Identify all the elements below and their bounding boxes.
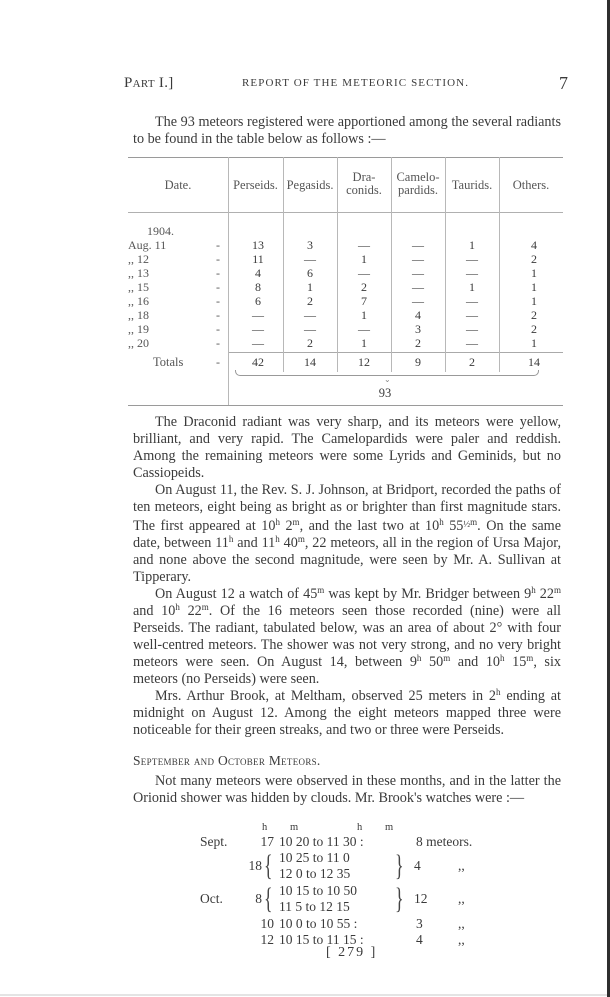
cell-camelopardids: —: [412, 294, 424, 308]
total-draconids: 12: [358, 355, 370, 369]
unit-h: h: [357, 822, 363, 833]
cell-camelopardids: —: [412, 238, 424, 252]
watch-day: 18: [248, 858, 262, 873]
header-others: Others.: [512, 178, 550, 192]
watch-day: 12: [260, 932, 274, 947]
row-date: ,, 12: [128, 252, 149, 266]
cell-others: 4: [531, 238, 537, 252]
dot-leader: -: [216, 266, 220, 280]
section-intro: [133, 773, 561, 807]
ditto-mark: ,,: [458, 916, 465, 931]
row-date: ,, 18: [128, 308, 149, 322]
table-year: 1904.: [147, 224, 174, 238]
watch-count: 3: [416, 916, 423, 931]
header-camelopardids: [391, 171, 445, 197]
watch-count: 4: [414, 858, 421, 873]
cell-perseids: 11: [252, 252, 264, 266]
header-camelo-line1: Camelo-: [396, 170, 440, 184]
meteor-table: [128, 157, 563, 407]
header-camelo-line2: pardids.: [398, 183, 438, 197]
table-bottom-rule: [128, 405, 563, 406]
cell-perseids: 13: [252, 238, 264, 252]
cell-perseids: —: [252, 336, 264, 350]
cell-taurids: —: [466, 308, 478, 322]
watch-count: 12: [414, 891, 428, 906]
cell-taurids: 1: [469, 238, 475, 252]
row-date: ,, 16: [128, 294, 149, 308]
page-edge-bottom: [0, 994, 607, 996]
watch-day: 10: [260, 916, 274, 931]
watch-month: Sept.: [200, 834, 228, 849]
dot-leader: -: [216, 336, 220, 350]
cell-taurids: 1: [469, 280, 475, 294]
cell-draconids: 1: [361, 336, 367, 350]
close-brace: }: [395, 849, 404, 882]
totals-label: Totals: [153, 355, 184, 369]
watch-day: 17: [260, 834, 274, 849]
brace-tip: ⌄: [384, 375, 391, 384]
watch-period: 10 25 to 11 0: [279, 850, 350, 865]
page-number: 7: [559, 73, 568, 93]
watch-period: 10 15 to 11 15 :: [279, 932, 364, 947]
cell-pegasids: 2: [307, 294, 313, 308]
unit-m: m: [290, 822, 299, 833]
total-taurids: 2: [469, 355, 475, 369]
cell-others: 1: [531, 294, 537, 308]
cell-camelopardids: —: [412, 252, 424, 266]
row-date: ,, 20: [128, 336, 149, 350]
running-head: [124, 75, 568, 95]
row-date: ,, 15: [128, 280, 149, 294]
cell-draconids: —: [358, 266, 370, 280]
cell-others: 2: [531, 308, 537, 322]
cell-taurids: —: [466, 294, 478, 308]
grand-total: 93: [378, 386, 392, 400]
header-perseids: Perseids.: [233, 178, 278, 192]
header-pegasids: Pegasids.: [286, 178, 334, 192]
header-draconids-line2: conids.: [346, 183, 382, 197]
header-draconids: [337, 171, 391, 197]
cell-camelopardids: —: [412, 280, 424, 294]
watch-period: 12 0 to 12 35: [279, 866, 351, 881]
paragraph-brook: Mrs. Arthur Brook, at Meltham, observed 25 meters in 2$^h$ ending at midnight on August 12. Among the eight meteors mapped three were noticeable for their green streaks, and two or three were Perseids.: [133, 687, 561, 738]
total-perseids: 42: [252, 355, 264, 369]
cell-camelopardids: 4: [415, 308, 421, 322]
intro-paragraph: [133, 114, 561, 148]
folio: [ 279 ]: [326, 945, 378, 960]
watch-day: 8: [255, 891, 262, 906]
unit-m: m: [385, 822, 394, 833]
watch-period: 10 15 to 10 50: [279, 883, 358, 898]
dot-leader: -: [216, 308, 220, 322]
paragraph-johnson: On August 11, the Rev. S. J. Johnson, at Bridport, recorded the paths of ten meteors, eight being as bright as or brighter than first magnitude stars. The first appeared at 10$^h$ 2$^m$, and the last two at 10$^h$ $55^{\frac{1}{2}m}$. On the same date, between 11$^h$ and 11$^h$ 40$^m$, 22 meteors, all in the region of Ursa Major, and none above the second magnitude, were seen by Mr. A. Sullivan at Tipperary.: [133, 482, 561, 585]
part-label: Part I.]: [124, 75, 174, 91]
intro-text: The 93 meteors registered were apportioned among the several radiants to be found in the table below as follows :—: [133, 114, 561, 147]
section-title: REPORT OF THE METEORIC SECTION.: [242, 77, 470, 89]
cell-camelopardids: 2: [415, 336, 421, 350]
cell-perseids: 8: [255, 280, 261, 294]
cell-pegasids: —: [304, 322, 316, 336]
dot-leader: -: [216, 280, 220, 294]
dot-leader: -: [216, 294, 220, 308]
table-top-rule: [128, 157, 563, 158]
body-paragraphs: [133, 414, 561, 739]
ditto-mark: ,,: [458, 891, 465, 906]
header-rule: [128, 212, 563, 213]
row-date: ,, 13: [128, 266, 149, 280]
watch-period: 10 20 to 11 30 :: [279, 834, 364, 849]
paragraph-bridger: On August 12 a watch of 45$^m$ was kept by Mr. Bridger between 9$^h$ 22$^m$ and 10$^h$ 22$^m$. Of the 16 meteors seen those recorded (nine) were all Perseids. The radiant, tabulated below, was an area of about 2° with four well-centred meteors. The shower was not very strong, and no very bright meteors were seen. On August 14, between 9$^h$ 50$^m$ and 10$^h$ 15$^m$, six meteors (no Perseids) were seen.: [133, 585, 561, 687]
paragraph-draconid: The Draconid radiant was very sharp, and its meteors were yellow, brilliant, and very rapid. The Camelopardids were paler and reddish. Among the remaining meteors were some Lyrids and Geminids, but no Cassiopeids.: [133, 414, 561, 481]
cell-pegasids: 1: [307, 280, 313, 294]
watch-count: 8 meteors.: [416, 834, 473, 849]
cell-pegasids: —: [304, 252, 316, 266]
row-date: ,, 19: [128, 322, 149, 336]
ditto-mark: ,,: [458, 858, 465, 873]
cell-draconids: 7: [361, 294, 367, 308]
watch-count: 4: [416, 932, 423, 947]
total-camelopardids: 9: [415, 355, 421, 369]
dot-leader: -: [216, 322, 220, 336]
cell-others: 2: [531, 322, 537, 336]
cell-perseids: 6: [255, 294, 261, 308]
total-others: 14: [528, 355, 540, 369]
cell-others: 2: [531, 252, 537, 266]
watch-period: 10 0 to 10 55 :: [279, 916, 358, 931]
cell-draconids: 1: [361, 252, 367, 266]
close-brace: }: [395, 882, 404, 915]
cell-pegasids: —: [304, 308, 316, 322]
cell-pegasids: 2: [307, 336, 313, 350]
cell-taurids: —: [466, 322, 478, 336]
section-heading: September and October Meteors.: [133, 753, 321, 768]
open-brace: {: [264, 882, 273, 915]
cell-others: 1: [531, 280, 537, 294]
unit-h: h: [262, 822, 268, 833]
cell-draconids: —: [358, 238, 370, 252]
cell-perseids: —: [252, 322, 264, 336]
open-brace: {: [264, 849, 273, 882]
cell-draconids: —: [358, 322, 370, 336]
total-pegasids: 14: [304, 355, 316, 369]
cell-draconids: 1: [361, 308, 367, 322]
dot-leader: -: [216, 238, 220, 252]
header-draconids-line1: Dra-: [352, 170, 376, 184]
section-intro-text: Not many meteors were observed in these months, and in the latter the Orionid shower was hidden by clouds. Mr. Brook's watches were :—: [133, 773, 561, 806]
col-divider: [228, 157, 229, 405]
cell-taurids: —: [466, 252, 478, 266]
totals-rule: [228, 352, 563, 353]
cell-taurids: —: [466, 266, 478, 280]
watch-period: 11 5 to 12 15: [279, 899, 350, 914]
cell-camelopardids: —: [412, 266, 424, 280]
cell-draconids: 2: [361, 280, 367, 294]
cell-others: 1: [531, 266, 537, 280]
cell-perseids: 4: [255, 266, 261, 280]
header-date: Date.: [164, 178, 192, 192]
cell-taurids: —: [466, 336, 478, 350]
cell-others: 1: [531, 336, 537, 350]
cell-camelopardids: 3: [415, 322, 421, 336]
dot-leader: -: [216, 252, 220, 266]
cell-perseids: —: [252, 308, 264, 322]
cell-pegasids: 3: [307, 238, 313, 252]
ditto-mark: ,,: [458, 932, 465, 947]
dot-leader: -: [216, 355, 220, 369]
row-date: Aug. 11: [128, 238, 167, 252]
header-taurids: Taurids.: [451, 178, 493, 192]
cell-pegasids: 6: [307, 266, 313, 280]
watch-month: Oct.: [200, 891, 223, 906]
